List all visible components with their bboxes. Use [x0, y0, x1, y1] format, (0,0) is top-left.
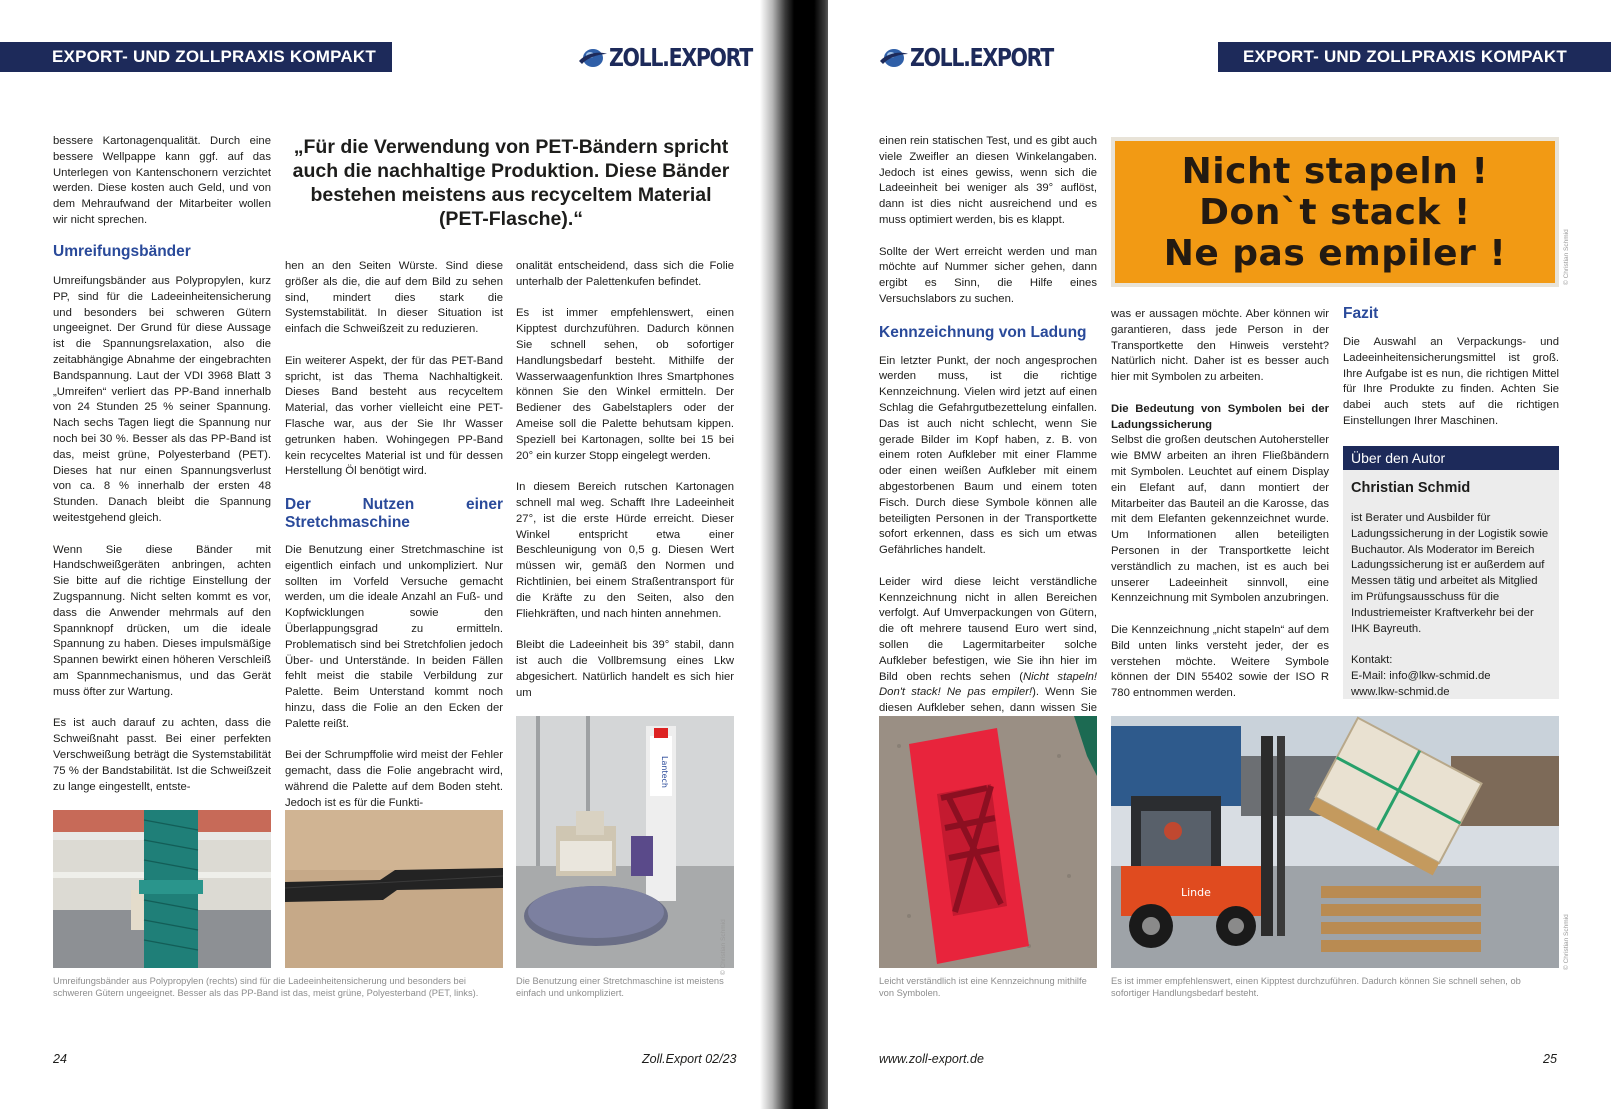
- paragraph: onalität entscheidend, dass sich die Folie unterhalb der Palettenkufen befindet.: [516, 260, 734, 288]
- pull-quote: „Für die Verwendung von PET-Bändern spricht auch die nachhaltige Produktion. Diese Bänder bestehen meistens aus recyceltem Material (PET-Flasche).“: [292, 136, 730, 230]
- website-footer: www.zoll-export.de: [879, 1052, 984, 1066]
- logo-wordmark: ZOLL.EXPORT: [609, 42, 752, 72]
- paragraph: Die Kennzeichnung „nicht stapeln“ auf dem Bild unten links versteht jeder, der es verstehen möchte. Weitere Symbole können der DIN 55402 sowie der ISO R 780 entnommen werden.: [1111, 623, 1329, 700]
- forklift-tilt-test-photo: [1111, 716, 1559, 968]
- left-column-1: [53, 243, 271, 795]
- author-box-title: Über den Autor: [1343, 446, 1559, 470]
- issue-label: Zoll.Export 02/23: [642, 1052, 737, 1066]
- photo-credit: © Christian Schmid: [1563, 229, 1570, 285]
- paragraph: Wenn Sie diese Bänder mit Handschweißgeräten anbringen, achten Sie bitte auf die richtige Einstellung der Zugspannung. Nicht selten kommt es vor, dass die Anwender mehrmals auf den Spannknopf drücken, um die ideale Spannung zu haben. Dieses impulsmäßige Spannen bewirkt einen höheren Verschleiß am Spannmechanismus, und das Gerät muss öfter zur Wartung.: [53, 543, 271, 698]
- author-box: [1343, 446, 1559, 699]
- bold-subheading: Die Bedeutung von Symbolen bei der Ladungssicherung: [1111, 402, 1329, 431]
- sign-text-italic: Nicht stapeln! Don't stack! Ne pas empiler!: [879, 670, 1098, 699]
- sign-line-2: Don`t stack !: [1199, 192, 1471, 233]
- caption-straps: Umreifungsbänder aus Polypropylen (rechts) sind für die Ladeeinheitensicherung und besonders bei schweren Gütern ungeeignet. Besser als das PP-Band ist das, meist grüne, Polyesterband (PET, links).: [53, 976, 479, 998]
- contact-website[interactable]: www.lkw-schmid.de: [1351, 685, 1450, 698]
- zoll-export-logo-right: [879, 40, 1084, 74]
- contact-label: Kontakt:: [1351, 654, 1393, 667]
- paragraph: [879, 575, 1097, 733]
- author-contact: [1343, 637, 1559, 700]
- author-name: Christian Schmid: [1351, 480, 1471, 496]
- paragraph: Bleibt die Ladeeinheit bis 39° stabil, dann ist auch die Vollbremsung eines Lkw abgesichert. Natürlich handelt es sich hier um: [516, 639, 734, 699]
- section-heading-stretchmaschine: Der Nutzen einer Stretchmaschine: [285, 495, 503, 531]
- paragraph: Es ist immer empfehlenswert, einen Kipptest durchzuführen. Dadurch können Sie schnell sehen, ob sofortiger Handlungsbedarf besteht. Mithilfe der Wasserwaagenfunktion Ihres Smartphones können Sie den Winkel ermitteln. Der Bediener des Gabelstaplers oder der Ameise soll die Palette behutsam kippen. Speziell bei Kartonagen, sollte bei 15 bei 20° ein kurzer Stopp eingelegt werden.: [516, 307, 734, 462]
- paragraph: was er aussagen möchte. Aber können wir garantieren, dass jede Person in der Transportkette den Hinweis versteht? Natürlich nicht. Daher ist es besser auch hier mit Symbolen zu arbeiten.: [1111, 308, 1329, 384]
- paragraph: einen rein statischen Test, und es gibt auch viele Zweifler an diesen Winkelangaben. Jedoch ist eines gewiss, wenn sich die Ladeeinheit bei weniger als 39° auflöst, dann ist dies nicht ausreichend und es muss optimiert werden, bis es klappt.: [879, 135, 1097, 226]
- left-page: [0, 0, 778, 1109]
- section-heading-umreifungsbaender: Umreifungsbänder: [53, 243, 191, 260]
- photo-credit: © Christian Schmid: [1563, 914, 1570, 970]
- author-bio: ist Berater und Ausbilder für Ladungssicherung in der Logistik sowie Buchautor. Als Moderator im Bereich Ladungssicherung ist er außerdem auf Messen tätig und arbeitet als Mitglied im Prüfungsausschuss für die Industriemeister Kraftverkehr bei der IHK Bayreuth.: [1351, 512, 1549, 635]
- paragraph-text: ). Wenn Sie diesen Aufkleber sehen, dann wissen Sie: [879, 686, 1097, 715]
- left-column-3: [516, 259, 734, 701]
- caption-forklift: Es ist immer empfehlenswert, einen Kipptest durchzuführen. Dadurch können Sie schnell sehen, ob sofortiger Handlungsbedarf besteht.: [1111, 976, 1521, 998]
- paragraph: Die Benutzung einer Stretchmaschine ist eigentlich einfach und unkompliziert. Nur sollten im Vorfeld Versuche gemacht werden, um die ideale Anzahl an Fuß- und Kopfwicklungen sowie den Überlappungsgrad zu ermitteln. Problematisch sind bei Stretchfolien jedoch Über- und Unterstände. In beiden Fällen fehlt meist die stabile Verbildung zur Palette. Beim Unterstand kommt noch hinzu, dass die Folie an den Ecken der Palette reißt.: [285, 543, 503, 730]
- intro-paragraph: bessere Kartonagenqualität. Durch eine bessere Wellpappe kann ggf. auf das Unterlegen von Kantenschonern verzichtet werden. Diese kosten auch Geld, und von dem Mehraufwand der Mitarbeiter wollen wir nicht sprechen.: [53, 135, 271, 226]
- paragraph: Umreifungsbänder aus Polypropylen, kurz PP, sind für die Ladeeinheitensicherung und besonders bei schweren Gütern ungeeignet. Der Grund für diese Aussage ist die Spannungsrelaxation, also die zeitabhängige Abnahme der eingebrachten Bandspannung. Laut der VDI 3968 Blatt 3 „Umreifen“ verliert das PP-Band innerhalb von 24 Stunden 25 % seiner Spannung. Nach sechs Tagen liegt die Spannung nur noch bei 30 %. Besser als das PP-Band ist das, meist grüne, Polyesterband (PET). Dieses hat nur einen Spannungsverlust von ca. 8 % innerhalb der ersten 48 Stunden. Danach bleibt die Spannung weitestgehend gleich.: [53, 275, 271, 524]
- paragraph: Selbst die großen deutschen Autohersteller wie BMW arbeiten an ihren Fließbändern mit Symbolen. Leuchtet auf einem Display ein Elefant auf, dann montiert der Mitarbeiter das Bauteil an die Karosse, das mit dem Elefanten gekennzeichnet wurde. Um Informationen allen beteiligten Personen in der Transportkette leicht verständlich zu machen, ist es auch bei unserer Ladeeinheit sinnvoll, eine Kennzeichnung mit Symbolen anzubringen.: [1111, 434, 1329, 605]
- paragraph: Es ist auch darauf zu achten, dass die Schweißnaht passt. Bei einer perfekten Verschweißung beträgt die Systemstabilität 75 % der Bandstabilität. Ist die Schweißzeit zu lange eingestellt, entste-: [53, 717, 271, 793]
- header-band-left: EXPORT- UND ZOLLPRAXIS KOMPAKT: [0, 42, 392, 72]
- globe-swoosh-icon: [578, 45, 608, 69]
- warning-sign-photo: [1111, 137, 1559, 287]
- pp-strap-photo: [285, 810, 503, 968]
- section-heading-fazit: Fazit: [1343, 305, 1379, 322]
- paragraph: Ein weiterer Aspekt, der für das PET-Band spricht, ist das Thema Nachhaltigkeit. Dieses Band besteht aus recyceltem Material, das vorher vielleicht eine PET-Flasche war, aus der Sie Ihr Wasser getrunken haben. Wohingegen PP-Band kein recyceltes Material ist und für dessen Herstellung Öl benötigt wird.: [285, 354, 503, 478]
- right-column-3: [1343, 305, 1559, 430]
- left-column-2: [285, 259, 503, 812]
- right-column-2: [1111, 307, 1329, 702]
- caption-symbol: Leicht verständlich ist eine Kennzeichnung mithilfe von Symbolen.: [879, 976, 1087, 998]
- contact-email[interactable]: E-Mail: info@lkw-schmid.de: [1351, 670, 1491, 683]
- forklift-brand: Linde: [1181, 886, 1211, 899]
- photo-credit: © Christian Schmid: [720, 919, 727, 975]
- stretch-machine-photo: [516, 716, 734, 968]
- paragraph: Sollte der Wert erreicht werden und man möchte auf Nummer sicher gehen, dann ergibt es Sinn, die Hilfe eines Versuchslabors zu suchen.: [879, 245, 1097, 305]
- globe-swoosh-icon: [879, 45, 909, 69]
- zoll-export-logo-left: [578, 40, 778, 74]
- header-band-right: EXPORT- UND ZOLLPRAXIS KOMPAKT: [1218, 42, 1611, 72]
- caption-stretch-machine: Die Benutzung einer Stretchmaschine ist meistens einfach und unkompliziert.: [516, 976, 724, 998]
- paragraph-text: Leider wird diese leicht verständliche Kennzeichnung nicht in allen Bereichen verfolgt. Auf Umverpackungen von Gütern, die oft mehrere tausend Euro wert sind, sollen die Lagermitarbeiter solche Aufkleber befestigen, wie Sie ihn hier im Bild oben rechts sehen (: [879, 575, 1097, 683]
- right-column-1: [879, 134, 1097, 733]
- paragraph: hen an den Seiten Würste. Sind diese größer als die, die auf dem Bild zu sehen sind, mindert dies stark die Systemstabilität. In dieser Situation ist einfach die Schweißzeit zu reduzieren.: [285, 260, 503, 336]
- section-heading-kennzeichnung: Kennzeichnung von Ladung: [879, 323, 1087, 341]
- machine-brand-label: Lantech: [660, 756, 669, 788]
- paragraph: Ein letzter Punkt, der noch angesprochen werden muss, ist die richtige Kennzeichnung. Vielen wird jetzt auf einen Schlag die Gefahrgutbezettelung einfallen. Das ist auch nicht schlecht, wenn Sie gerade Bilder im Kopf haben, z. B. von einem roten Aufkleber mit einer Flamme oder einen weißen Aufkleber mit einem abgestorbenen Baum und einem toten Fisch. Durch diese Symbole können alle beteiligten Personen in der Transportkette sofort erkennen, dass es sich um etwas Gefährliches handelt.: [879, 354, 1097, 557]
- paragraph: Die Auswahl an Verpackungs- und Ladeeinheitensicherungsmittel ist groß. Ihre Aufgabe ist es nun, die richtigen Mittel für Ihre Produkte zu finden. Achten Sie dabei auch stets auf die richtigen Einstellungen Ihrer Maschinen.: [1343, 336, 1559, 427]
- sign-line-1: Nicht stapeln !: [1181, 151, 1489, 192]
- paragraph: In diesem Bereich rutschen Kartonagen schnell mal weg. Schafft Ihre Ladeeinheit 27°, ist die erste Hürde erreicht. Dieser Winkel entspricht etwa einer Beschleunigung von 0,5 g. Diesen Wert müssen wir, gemäß den Normen und Richtlinien, bei einem Straßentransport für die Kräfte zu den Seiten, also den Fliehkräften, und nach hinten annehmen.: [516, 481, 734, 620]
- intro-column: [53, 134, 271, 229]
- symbol-sticker-photo: [879, 716, 1097, 968]
- paragraph: Bei der Schrumpffolie wird meist der Fehler gemacht, dass die Folie angebracht wird, während die Palette auf dem Boden steht. Jedoch ist es für die Funkti-: [285, 749, 503, 809]
- page-number-right: 25: [1543, 1052, 1557, 1066]
- page-number-left: 24: [53, 1052, 67, 1066]
- sign-line-3: Ne pas empiler !: [1163, 233, 1507, 274]
- logo-wordmark: ZOLL.EXPORT: [910, 42, 1053, 72]
- pet-strap-photo: [53, 810, 271, 968]
